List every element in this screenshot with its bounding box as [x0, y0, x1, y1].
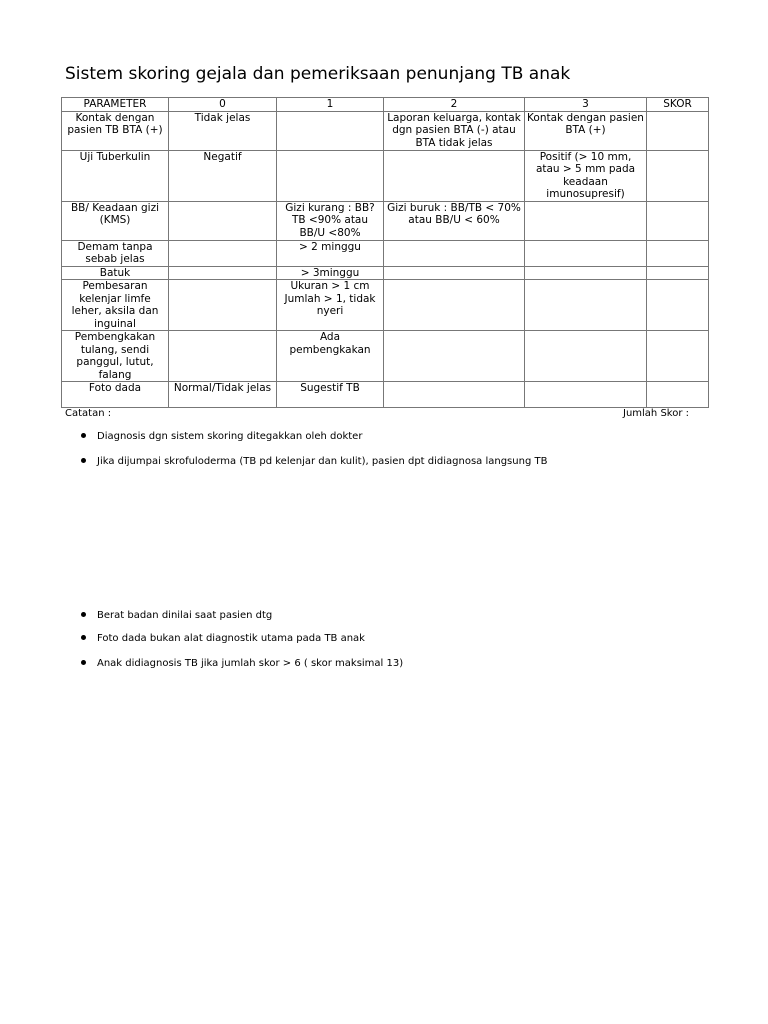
table-cell: Ada pembengkakan	[277, 331, 384, 382]
table-cell	[384, 266, 525, 280]
page-title: Sistem skoring gejala dan pemeriksaan penunjang TB anak	[65, 64, 571, 84]
table-cell	[277, 111, 384, 150]
table-cell	[525, 331, 647, 382]
list-item	[81, 658, 403, 669]
table-cell	[525, 382, 647, 408]
table-cell: Batuk	[62, 266, 169, 280]
table-cell: Laporan keluarga, kontak dgn pasien BTA (-) atau BTA tidak jelas	[384, 111, 525, 150]
bullet-icon	[81, 635, 86, 640]
table-cell: Tidak jelas	[169, 111, 277, 150]
table-cell: Negatif	[169, 150, 277, 201]
table-cell: Uji Tuberkulin	[62, 150, 169, 201]
table-cell	[647, 331, 709, 382]
table-cell: Positif (> 10 mm, atau > 5 mm pada keadaan imunosupresif)	[525, 150, 647, 201]
table-cell: Ukuran > 1 cm Jumlah > 1, tidak nyeri	[277, 280, 384, 331]
table-cell: > 2 minggu	[277, 240, 384, 266]
bullet-icon	[81, 433, 86, 438]
table-cell: Pembengkakan tulang, sendi panggul, lutut, falang	[62, 331, 169, 382]
table-cell: Kontak dengan pasien BTA (+)	[525, 111, 647, 150]
table-cell	[647, 266, 709, 280]
table-cell	[384, 382, 525, 408]
note-text: Foto dada bukan alat diagnostik utama pada TB anak	[97, 633, 365, 644]
table-header-row	[62, 98, 709, 112]
table-cell	[169, 201, 277, 240]
table-row	[62, 266, 709, 280]
table-row	[62, 201, 709, 240]
table-cell: Normal/Tidak jelas	[169, 382, 277, 408]
table-row	[62, 111, 709, 150]
table-row	[62, 382, 709, 408]
table-cell	[647, 240, 709, 266]
table-row	[62, 240, 709, 266]
table-row	[62, 280, 709, 331]
table-cell	[169, 240, 277, 266]
note-text: Anak didiagnosis TB jika jumlah skor > 6 ( skor maksimal 13)	[97, 658, 404, 669]
header-score-2: 2	[384, 98, 525, 112]
list-item	[81, 456, 547, 467]
table-cell: Sugestif TB	[277, 382, 384, 408]
note-text: Jika dijumpai skrofuloderma (TB pd kelenjar dan kulit), pasien dpt didiagnosa langsung TB	[97, 456, 548, 467]
header-score-1: 1	[277, 98, 384, 112]
table-cell	[277, 150, 384, 201]
table-cell	[647, 111, 709, 150]
list-item	[81, 633, 365, 644]
table-cell	[525, 240, 647, 266]
scoring-table	[61, 97, 709, 408]
table-cell	[525, 266, 647, 280]
table-cell	[647, 280, 709, 331]
note-text: Berat badan dinilai saat pasien dtg	[97, 610, 273, 621]
header-parameter: PARAMETER	[62, 98, 169, 112]
table-cell	[647, 382, 709, 408]
bullet-icon	[81, 458, 86, 463]
table-cell: > 3minggu	[277, 266, 384, 280]
table-cell	[384, 240, 525, 266]
note-text: Diagnosis dgn sistem skoring ditegakkan oleh dokter	[97, 431, 363, 442]
header-score-0: 0	[169, 98, 277, 112]
bullet-icon	[81, 612, 86, 617]
table-cell	[384, 280, 525, 331]
table-cell	[169, 331, 277, 382]
table-row	[62, 150, 709, 201]
table-cell: Gizi kurang : BB? TB <90% atau BB/U <80%	[277, 201, 384, 240]
table-cell	[384, 331, 525, 382]
bullet-icon	[81, 660, 86, 665]
jumlah-skor-label: Jumlah Skor :	[623, 408, 690, 419]
table-cell	[384, 150, 525, 201]
table-cell	[647, 201, 709, 240]
list-item	[81, 431, 362, 442]
table-cell	[525, 280, 647, 331]
table-cell: BB/ Keadaan gizi (KMS)	[62, 201, 169, 240]
table-row	[62, 331, 709, 382]
table-cell	[169, 266, 277, 280]
table-cell	[169, 280, 277, 331]
header-score-3: 3	[525, 98, 647, 112]
table-cell	[647, 150, 709, 201]
table-cell: Gizi buruk : BB/TB < 70% atau BB/U < 60%	[384, 201, 525, 240]
catatan-label: Catatan :	[65, 408, 112, 419]
table-cell: Foto dada	[62, 382, 169, 408]
header-skor: SKOR	[647, 98, 709, 112]
table-cell: Demam tanpa sebab jelas	[62, 240, 169, 266]
table-cell: Kontak dengan pasien TB BTA (+)	[62, 111, 169, 150]
table-cell: Pembesaran kelenjar limfe leher, aksila dan inguinal	[62, 280, 169, 331]
list-item	[81, 610, 272, 621]
table-cell	[525, 201, 647, 240]
